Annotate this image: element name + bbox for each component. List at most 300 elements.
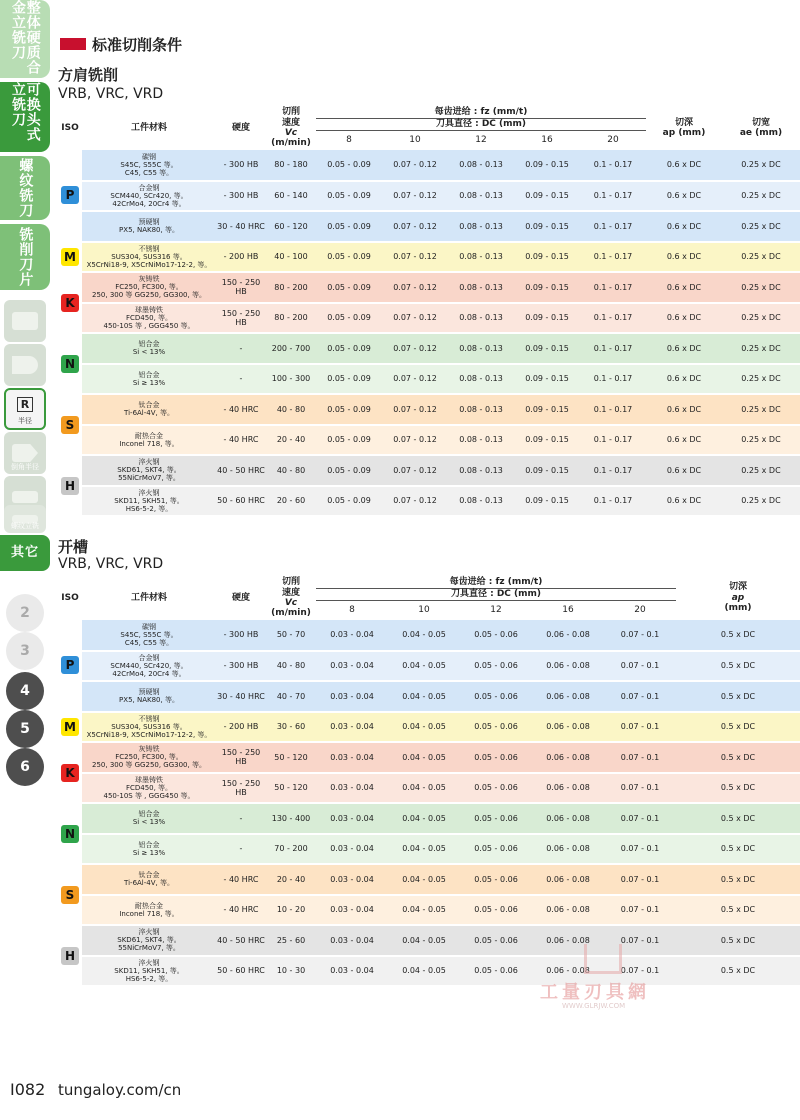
fz-cell: 0.04 - 0.05 [388, 712, 460, 743]
iso-badge: K [61, 764, 79, 782]
hardness-cell: - 40 HRC [216, 864, 266, 895]
fz-cell: 0.09 - 0.15 [514, 364, 580, 395]
ap-cell: 0.6 x DC [646, 333, 722, 364]
fz-cell: 0.04 - 0.05 [388, 773, 460, 804]
material-line: 55NiCrMoV7, 等。 [118, 474, 180, 483]
iso-cell [58, 333, 82, 394]
table-row [58, 742, 800, 773]
fz-cell: 0.03 - 0.04 [316, 620, 388, 651]
fz-cell: 0.08 - 0.13 [448, 150, 514, 181]
fz-cell: 0.1 - 0.17 [580, 486, 646, 517]
fz-cell: 0.07 - 0.1 [604, 925, 676, 956]
hardness-cell: 150 - 250 HB [216, 773, 266, 804]
fz-cell: 0.07 - 0.1 [604, 773, 676, 804]
material-cell [82, 425, 216, 456]
fz-cell: 0.07 - 0.12 [382, 333, 448, 364]
material-cell [82, 803, 216, 834]
iso-badge: P [61, 186, 79, 204]
vc-cell: 80 - 200 [266, 272, 316, 303]
table-row [58, 211, 800, 242]
tab-other[interactable] [0, 535, 50, 571]
shape-box-thread[interactable] [4, 505, 46, 533]
ap-cell: 0.5 x DC [676, 864, 800, 895]
watermark-url: WWW.GLRJW.COM [562, 1002, 626, 1010]
table-row [58, 651, 800, 682]
ap-header-2 [676, 576, 800, 620]
material-line: 钛合金 [138, 401, 160, 410]
sidebar [0, 0, 50, 1060]
vc-cell: 25 - 60 [266, 925, 316, 956]
iso-header-2: ISO [61, 592, 79, 603]
fz-cell: 0.1 - 0.17 [580, 303, 646, 334]
iso-badge: K [61, 294, 79, 312]
fz-cell: 0.05 - 0.06 [460, 620, 532, 651]
ae-cell: 0.25 x DC [722, 425, 800, 456]
fz-cell: 0.1 - 0.17 [580, 455, 646, 486]
fz-cell: 0.03 - 0.04 [316, 895, 388, 926]
fz-cell: 0.04 - 0.05 [388, 620, 460, 651]
title-accent-bar [60, 38, 86, 50]
fz-cell: 0.06 - 0.08 [532, 681, 604, 712]
material-line: 灰铸铁 [138, 745, 160, 754]
fz-cell: 0.07 - 0.12 [382, 242, 448, 273]
fz-cell: 0.05 - 0.09 [316, 181, 382, 212]
vc-line4: (m/min) [271, 138, 311, 149]
tab-milling-inserts[interactable] [0, 224, 50, 290]
fz-cell: 0.04 - 0.05 [388, 895, 460, 926]
material-line: FC250, FC300, 等。 [115, 753, 183, 762]
material-line: Inconel 718, 等。 [119, 439, 179, 448]
fz-cell: 0.08 - 0.13 [448, 364, 514, 395]
material-line: FCD450, 等。 [125, 313, 173, 322]
fz-cell: 0.09 - 0.15 [514, 425, 580, 456]
table-row [58, 895, 800, 926]
shoulder-milling-table [58, 106, 800, 517]
ae-cell: 0.25 x DC [722, 394, 800, 425]
vc-cell: 40 - 80 [266, 651, 316, 682]
vc-cell: 50 - 70 [266, 620, 316, 651]
fz-cell: 0.05 - 0.09 [316, 303, 382, 334]
ap2-line3: (mm) [724, 603, 752, 614]
fz-cell: 0.05 - 0.06 [460, 956, 532, 987]
fz-cell: 0.06 - 0.08 [532, 742, 604, 773]
vc-line1: 切削 [281, 107, 300, 118]
hardness-cell: 30 - 40 HRC [216, 211, 266, 242]
table-row [58, 864, 800, 895]
material-line: 淬火钢 [138, 488, 160, 497]
flute-6-label: 6 [20, 759, 30, 775]
table2-models: VRB, VRC, VRD [58, 556, 164, 572]
dc-header: 刀具直径 : DC (mm) [316, 118, 646, 130]
fz-cell: 0.06 - 0.08 [532, 864, 604, 895]
material-line: 耐热合金 [135, 431, 163, 440]
fz-cell: 0.08 - 0.13 [448, 425, 514, 456]
material-line: HS6-5-2, 等。 [125, 974, 173, 983]
tab-solid-carbide-label: 整体硬质合金立铣刀 [10, 0, 41, 75]
ap-cell: 0.5 x DC [676, 712, 800, 743]
ae-header [722, 106, 800, 150]
ap2-line1: 切深 [728, 582, 747, 593]
material-line: SCM440, SCr420, 等。 [110, 191, 188, 200]
hardness-cell: - 40 HRC [216, 895, 266, 926]
material-line: HS6-5-2, 等。 [125, 504, 173, 513]
table-row [58, 425, 800, 456]
flute-2-button[interactable] [6, 594, 44, 632]
ap-cell: 0.5 x DC [676, 925, 800, 956]
material-line: Ti-6Al-4V, 等。 [124, 409, 174, 418]
ae-cell: 0.25 x DC [722, 303, 800, 334]
fz-cell: 0.08 - 0.13 [448, 272, 514, 303]
ae-cell: 0.25 x DC [722, 486, 800, 517]
hardness-cell: 150 - 250 HB [216, 742, 266, 773]
material-cell [82, 925, 216, 956]
material-line: SKD61, SKT4, 等。 [117, 466, 181, 475]
iso-cell [58, 864, 82, 925]
hardness-cell: - 300 HB [216, 181, 266, 212]
fz-cell: 0.1 - 0.17 [580, 364, 646, 395]
ae-cell: 0.25 x DC [722, 455, 800, 486]
fz-cell: 0.07 - 0.12 [382, 211, 448, 242]
watermark-name: 工量刃具網 [540, 982, 650, 1003]
shape-box-radius[interactable] [4, 388, 46, 430]
flute-4-button[interactable] [6, 672, 44, 710]
table-row [58, 455, 800, 486]
vc-cell: 20 - 40 [266, 425, 316, 456]
fz-cell: 0.09 - 0.15 [514, 242, 580, 273]
ae-line1: 切宽 [751, 117, 770, 128]
fz-cell: 0.06 - 0.08 [532, 925, 604, 956]
fz-cell: 0.08 - 0.13 [448, 455, 514, 486]
flute-3-button[interactable] [6, 632, 44, 670]
ball-end-icon [12, 356, 38, 374]
ae-cell: 0.25 x DC [722, 211, 800, 242]
material-line: SCM440, SCr420, 等。 [110, 661, 188, 670]
tab-milling-inserts-label: 铣削刀片 [17, 227, 34, 287]
fz-cell: 0.07 - 0.12 [382, 150, 448, 181]
iso-badge: P [61, 656, 79, 674]
table-row [58, 394, 800, 425]
page-number: I082 [10, 1080, 46, 1099]
material-line: S45C, S55C 等。 [120, 630, 178, 639]
shape-box-square[interactable] [4, 300, 46, 342]
iso-badge: S [61, 416, 79, 434]
material-line: 合金钢 [138, 183, 160, 192]
table-row [58, 333, 800, 364]
vc-cell: 40 - 70 [266, 681, 316, 712]
hardness-cell: 150 - 250 HB [216, 303, 266, 334]
material-line: 淬火钢 [138, 928, 160, 937]
fz-cell: 0.07 - 0.1 [604, 651, 676, 682]
fz-header-2: 每齿进给 : fz (mm/t) [449, 576, 543, 587]
table-row [58, 925, 800, 956]
fz-cell: 0.07 - 0.1 [604, 864, 676, 895]
fz-cell: 0.05 - 0.06 [460, 681, 532, 712]
fz-cell: 0.03 - 0.04 [316, 651, 388, 682]
iso-cell [58, 742, 82, 803]
hardness-cell: 30 - 40 HRC [216, 681, 266, 712]
hardness-cell: - 300 HB [216, 150, 266, 181]
material-line: Si < 13% [132, 348, 166, 357]
fz-cell: 0.03 - 0.04 [316, 803, 388, 834]
fz-cell: 0.05 - 0.06 [460, 773, 532, 804]
fz-cell: 0.06 - 0.08 [532, 773, 604, 804]
material-line: PX5, NAK80, 等。 [119, 696, 179, 705]
fz-cell: 0.1 - 0.17 [580, 181, 646, 212]
fz-cell: 0.08 - 0.13 [448, 486, 514, 517]
ap-cell: 0.5 x DC [676, 681, 800, 712]
dc2-12: 12 [460, 600, 532, 620]
material-cell [82, 303, 216, 334]
fz-cell: 0.05 - 0.09 [316, 333, 382, 364]
fz-cell: 0.07 - 0.1 [604, 956, 676, 987]
shape-box-ball[interactable] [4, 344, 46, 386]
vc-cell: 60 - 120 [266, 211, 316, 242]
hardness-cell: 150 - 250 HB [216, 272, 266, 303]
dc2-16: 16 [532, 600, 604, 620]
ap-cell: 0.6 x DC [646, 364, 722, 395]
material-line: SUS304, SUS316 等。 [111, 252, 187, 261]
vc-header [266, 106, 316, 150]
fz-cell: 0.08 - 0.13 [448, 242, 514, 273]
ap-cell: 0.6 x DC [646, 150, 722, 181]
fz-cell: 0.09 - 0.15 [514, 211, 580, 242]
dc2-8: 8 [316, 600, 388, 620]
dc-header-2: 刀具直径 : DC (mm) [316, 588, 676, 600]
fz-cell: 0.05 - 0.06 [460, 864, 532, 895]
vc-cell: 40 - 80 [266, 455, 316, 486]
fz-cell: 0.09 - 0.15 [514, 486, 580, 517]
fz-cell: 0.07 - 0.1 [604, 834, 676, 865]
ap-cell: 0.6 x DC [646, 394, 722, 425]
tab-thread-mill[interactable] [0, 156, 50, 220]
hardness-cell: - 200 HB [216, 712, 266, 743]
table2-subtitle: 开槽 [58, 538, 89, 556]
iso-badge: M [61, 248, 79, 266]
table-row [58, 834, 800, 865]
fz-cell: 0.05 - 0.06 [460, 712, 532, 743]
material-cell [82, 712, 216, 743]
material-line: Ti-6Al-4V, 等。 [124, 879, 174, 888]
ap-header [646, 106, 722, 150]
fz-cell: 0.05 - 0.06 [460, 651, 532, 682]
iso-cell [58, 455, 82, 516]
fz-cell: 0.09 - 0.15 [514, 150, 580, 181]
radius-icon: R [17, 397, 33, 412]
vc-line3: Vc [284, 128, 298, 138]
vc-cell: 80 - 200 [266, 303, 316, 334]
hardness-cell: - 300 HB [216, 620, 266, 651]
material-cell [82, 455, 216, 486]
iso-cell [58, 394, 82, 455]
fz-cell: 0.04 - 0.05 [388, 864, 460, 895]
material-line: 铝合金 [138, 340, 160, 349]
ae-line2: ae (mm) [739, 128, 783, 138]
hardness-cell: - [216, 333, 266, 364]
ap-cell: 0.6 x DC [646, 425, 722, 456]
fz-cell: 0.1 - 0.17 [580, 425, 646, 456]
material-line: SKD11, SKH51, 等。 [114, 496, 184, 505]
tab-exchangeable-head[interactable] [0, 82, 50, 152]
material-line: 碳钢 [142, 152, 156, 161]
hardness-cell: - 300 HB [216, 651, 266, 682]
ap-cell: 0.6 x DC [646, 272, 722, 303]
shape-box-chamfer[interactable] [4, 432, 46, 474]
fz-cell: 0.09 - 0.15 [514, 181, 580, 212]
fz-cell: 0.04 - 0.05 [388, 956, 460, 987]
fz-cell: 0.07 - 0.1 [604, 742, 676, 773]
fz-cell: 0.05 - 0.09 [316, 425, 382, 456]
vc2-line2: 速度 [281, 587, 300, 598]
vc2-line4: (m/min) [271, 608, 311, 619]
table1-subtitle: 方肩铣削 [58, 66, 119, 84]
flute-5-button[interactable] [6, 710, 44, 748]
slot-icon [12, 491, 38, 503]
hardness-cell: 40 - 50 HRC [216, 925, 266, 956]
fz-cell: 0.05 - 0.09 [316, 211, 382, 242]
iso-badge: M [61, 718, 79, 736]
material-cell [82, 773, 216, 804]
material-line: 250, 300 等 GG250, GG300, 等。 [92, 761, 206, 770]
fz-cell: 0.07 - 0.1 [604, 681, 676, 712]
table-row [58, 242, 800, 273]
material-line: 钛合金 [138, 871, 160, 880]
fz-cell: 0.03 - 0.04 [316, 956, 388, 987]
fz-cell: 0.04 - 0.05 [388, 925, 460, 956]
fz-cell: 0.1 - 0.17 [580, 211, 646, 242]
material-line: FCD450, 等。 [125, 783, 173, 792]
fz-cell: 0.1 - 0.17 [580, 242, 646, 273]
ap-cell: 0.5 x DC [676, 803, 800, 834]
material-line: 预硬钢 [138, 688, 160, 697]
vc-cell: 30 - 60 [266, 712, 316, 743]
fz-cell: 0.05 - 0.09 [316, 486, 382, 517]
table-row [58, 272, 800, 303]
material-line: SUS304, SUS316 等。 [111, 722, 187, 731]
vc2-line1: 切削 [281, 577, 300, 588]
ap-cell: 0.5 x DC [676, 956, 800, 987]
fz-cell: 0.07 - 0.12 [382, 486, 448, 517]
vc-cell: 200 - 700 [266, 333, 316, 364]
fz-cell: 0.06 - 0.08 [532, 620, 604, 651]
fz-cell: 0.06 - 0.08 [532, 712, 604, 743]
flute-4-label: 4 [20, 683, 30, 699]
fz-cell: 0.05 - 0.09 [316, 455, 382, 486]
square-end-icon [12, 312, 38, 330]
ap-cell: 0.6 x DC [646, 486, 722, 517]
material-cell [82, 681, 216, 712]
material-cell [82, 486, 216, 517]
material-line: SKD11, SKH51, 等。 [114, 966, 184, 975]
table-row [58, 486, 800, 517]
fz-cell: 0.06 - 0.08 [532, 956, 604, 987]
fz-cell: 0.1 - 0.17 [580, 394, 646, 425]
tab-solid-carbide[interactable] [0, 0, 50, 78]
material-cell [82, 150, 216, 181]
hardness-cell: 50 - 60 HRC [216, 956, 266, 987]
fz-cell: 0.03 - 0.04 [316, 712, 388, 743]
iso-cell [58, 712, 82, 743]
chamfer-icon [12, 444, 38, 462]
watermark [540, 940, 670, 1020]
flute-6-button[interactable] [6, 748, 44, 786]
vc-cell: 40 - 100 [266, 242, 316, 273]
hardness-header: 硬度 [231, 122, 250, 133]
fz-cell: 0.05 - 0.06 [460, 803, 532, 834]
fz-cell: 0.08 - 0.13 [448, 211, 514, 242]
dc2-10: 10 [388, 600, 460, 620]
hardness-cell: - [216, 803, 266, 834]
website-link[interactable]: tungaloy.com/cn [58, 1081, 182, 1099]
fz-cell: 0.05 - 0.09 [316, 364, 382, 395]
ap-cell: 0.5 x DC [676, 773, 800, 804]
vc-cell: 50 - 120 [266, 742, 316, 773]
fz-cell: 0.04 - 0.05 [388, 803, 460, 834]
dc2-20: 20 [604, 600, 676, 620]
watermark-logo-icon [584, 944, 622, 974]
material-cell [82, 181, 216, 212]
table-row [58, 150, 800, 181]
material-line: 淬火钢 [138, 458, 160, 467]
hardness-cell: - [216, 834, 266, 865]
table-row [58, 681, 800, 712]
fz-cell: 0.07 - 0.1 [604, 712, 676, 743]
flute-5-label: 5 [20, 721, 30, 737]
fz-cell: 0.05 - 0.09 [316, 272, 382, 303]
hardness-header-2: 硬度 [231, 592, 250, 603]
material-line: FC250, FC300, 等。 [115, 283, 183, 292]
fz-cell: 0.05 - 0.06 [460, 834, 532, 865]
ae-cell: 0.25 x DC [722, 333, 800, 364]
vc-cell: 50 - 120 [266, 773, 316, 804]
material-line: PX5, NAK80, 等。 [119, 226, 179, 235]
fz-cell: 0.07 - 0.12 [382, 455, 448, 486]
fz-cell: 0.07 - 0.12 [382, 425, 448, 456]
iso-badge: H [61, 477, 79, 495]
iso-badge: N [61, 355, 79, 373]
tab-other-label: 其它 [10, 545, 39, 561]
vc-cell: 130 - 400 [266, 803, 316, 834]
dc-16: 16 [514, 130, 580, 150]
iso-badge: S [61, 886, 79, 904]
dc-12: 12 [448, 130, 514, 150]
material-cell [82, 895, 216, 926]
fz-cell: 0.06 - 0.08 [532, 895, 604, 926]
table-row [58, 303, 800, 334]
material-line: X5CrNi18-9, X5CrNiMo17-12-2, 等。 [86, 260, 212, 269]
vc-cell: 20 - 40 [266, 864, 316, 895]
iso-cell [58, 242, 82, 273]
ap-cell: 0.6 x DC [646, 211, 722, 242]
iso-cell [58, 150, 82, 242]
iso-cell [58, 620, 82, 712]
fz-cell: 0.07 - 0.12 [382, 272, 448, 303]
slotting-table [58, 576, 800, 987]
ap-line1: 切深 [674, 117, 693, 128]
hardness-cell: - 40 HRC [216, 425, 266, 456]
material-line: 55NiCrMoV7, 等。 [118, 944, 180, 953]
fz-cell: 0.07 - 0.1 [604, 895, 676, 926]
hardness-cell: 50 - 60 HRC [216, 486, 266, 517]
material-line: C45, C55 等。 [124, 168, 174, 177]
material-cell [82, 211, 216, 242]
fz-cell: 0.07 - 0.12 [382, 364, 448, 395]
material-line: S45C, S55C 等。 [120, 160, 178, 169]
material-line: 合金钢 [138, 653, 160, 662]
fz-cell: 0.08 - 0.13 [448, 333, 514, 364]
hardness-cell: 40 - 50 HRC [216, 455, 266, 486]
material-line: Inconel 718, 等。 [119, 909, 179, 918]
ap-cell: 0.6 x DC [646, 303, 722, 334]
